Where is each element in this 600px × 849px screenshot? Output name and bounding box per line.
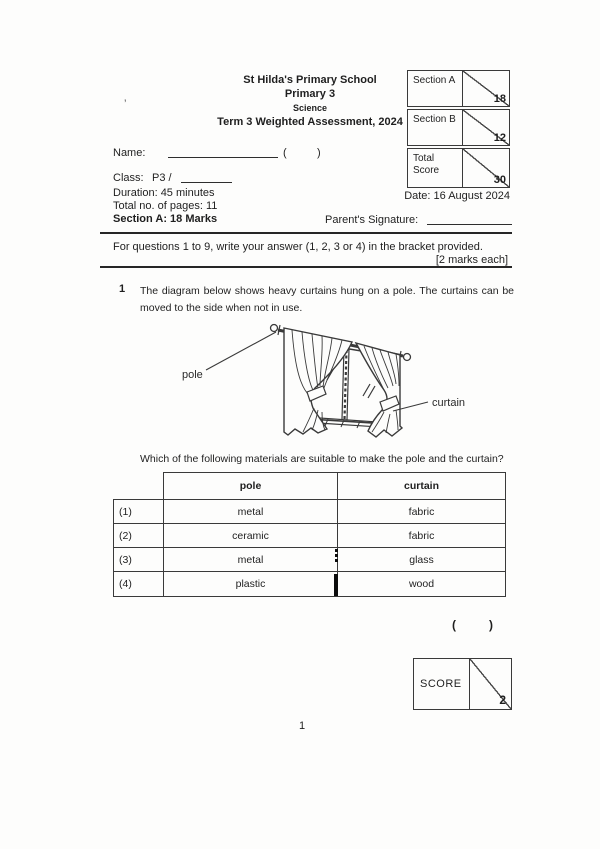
class-blank[interactable] bbox=[181, 168, 232, 183]
pages-text: Total no. of pages: 11 bbox=[113, 200, 218, 212]
column-header-curtain: curtain bbox=[338, 473, 506, 500]
answer-bracket-close: ) bbox=[489, 618, 493, 632]
question-stem: The diagram below shows heavy curtains hung on a pole. The curtains can be moved to the side when not in use. bbox=[140, 285, 514, 314]
scan-artifact bbox=[335, 549, 338, 552]
option-row-3[interactable] bbox=[114, 548, 506, 572]
marks-row-total bbox=[407, 148, 510, 188]
answer-bracket-open[interactable]: ( bbox=[452, 618, 456, 632]
divider-bottom bbox=[100, 266, 512, 268]
scan-speck: ’ bbox=[124, 98, 127, 110]
option-curtain-value: wood bbox=[338, 572, 506, 597]
option-row-2[interactable] bbox=[114, 524, 506, 548]
diagonal-score-cell bbox=[463, 110, 509, 145]
options-header-row bbox=[114, 473, 506, 500]
option-curtain-value: fabric bbox=[338, 500, 506, 524]
marks-row-label: Section B bbox=[408, 110, 463, 145]
curtain-label: curtain bbox=[432, 397, 466, 409]
diagonal-score-cell bbox=[463, 149, 509, 187]
name-label: Name: bbox=[113, 147, 146, 159]
option-curtain-value: glass bbox=[338, 548, 506, 572]
instructions-text: For questions 1 to 9, write your answer (1, 2, 3 or 4) in the bracket provided. bbox=[113, 241, 483, 253]
marks-row-label: Total Score bbox=[408, 149, 463, 187]
section-marks-text: Section A: 18 Marks bbox=[113, 213, 218, 225]
option-row-1[interactable] bbox=[114, 500, 506, 524]
max-marks: 30 bbox=[493, 174, 506, 186]
name-bracket-close: ) bbox=[317, 147, 321, 159]
option-pole-value: metal bbox=[164, 548, 338, 572]
max-marks: 12 bbox=[493, 132, 506, 144]
column-header-pole: pole bbox=[164, 473, 338, 500]
signature-label: Parent's Signature: bbox=[325, 214, 419, 226]
page-number: 1 bbox=[299, 720, 306, 732]
curtain-diagram bbox=[160, 316, 480, 458]
option-number: (3) bbox=[114, 548, 164, 572]
scan-artifact bbox=[335, 559, 338, 562]
class-prefix: P3 / bbox=[152, 172, 172, 184]
question-prompt: Which of the following materials are suitable to make the pole and the curtain? bbox=[140, 453, 504, 465]
score-max-marks: 2 bbox=[499, 693, 506, 707]
marks-row-section-a bbox=[407, 70, 510, 107]
option-row-4[interactable] bbox=[114, 572, 506, 597]
exam-title: Term 3 Weighted Assessment, 2024 bbox=[217, 116, 403, 128]
marks-row-section-b bbox=[407, 109, 510, 146]
option-number: (1) bbox=[114, 500, 164, 524]
pole-leader-line bbox=[206, 332, 276, 370]
class-label: Class: bbox=[113, 172, 144, 184]
divider-top bbox=[100, 232, 512, 234]
option-number: (2) bbox=[114, 524, 164, 548]
option-pole-value: ceramic bbox=[164, 524, 338, 548]
marks-row-label: Section A bbox=[408, 71, 463, 106]
question-number: 1 bbox=[119, 283, 126, 295]
diagonal-score-cell bbox=[463, 71, 509, 106]
scan-artifact bbox=[335, 554, 338, 557]
option-curtain-value: fabric bbox=[338, 524, 506, 548]
subject: Science bbox=[292, 103, 328, 113]
level: Primary 3 bbox=[284, 88, 336, 100]
signature-blank[interactable] bbox=[427, 210, 512, 225]
name-blank[interactable] bbox=[168, 143, 278, 158]
scan-artifact bbox=[334, 574, 338, 596]
pole-finial-left bbox=[271, 325, 278, 332]
max-marks: 18 bbox=[493, 93, 506, 105]
school-name: St Hilda's Primary School bbox=[243, 74, 377, 86]
options-table bbox=[113, 472, 506, 597]
pole-finial-right bbox=[404, 354, 411, 361]
score-diagonal-cell bbox=[470, 659, 511, 709]
marks-summary-table bbox=[407, 70, 510, 190]
duration-text: Duration: 45 minutes bbox=[113, 187, 215, 199]
question-score-box bbox=[413, 658, 512, 710]
option-pole-value: plastic bbox=[164, 572, 338, 597]
exam-date: Date: 16 August 2024 bbox=[404, 190, 510, 202]
pole-label: pole bbox=[182, 369, 203, 381]
option-pole-value: metal bbox=[164, 500, 338, 524]
option-number: (4) bbox=[114, 572, 164, 597]
score-label: SCORE bbox=[414, 659, 470, 709]
name-bracket-open: ( bbox=[283, 147, 287, 159]
marks-each-note: [2 marks each] bbox=[435, 254, 508, 266]
